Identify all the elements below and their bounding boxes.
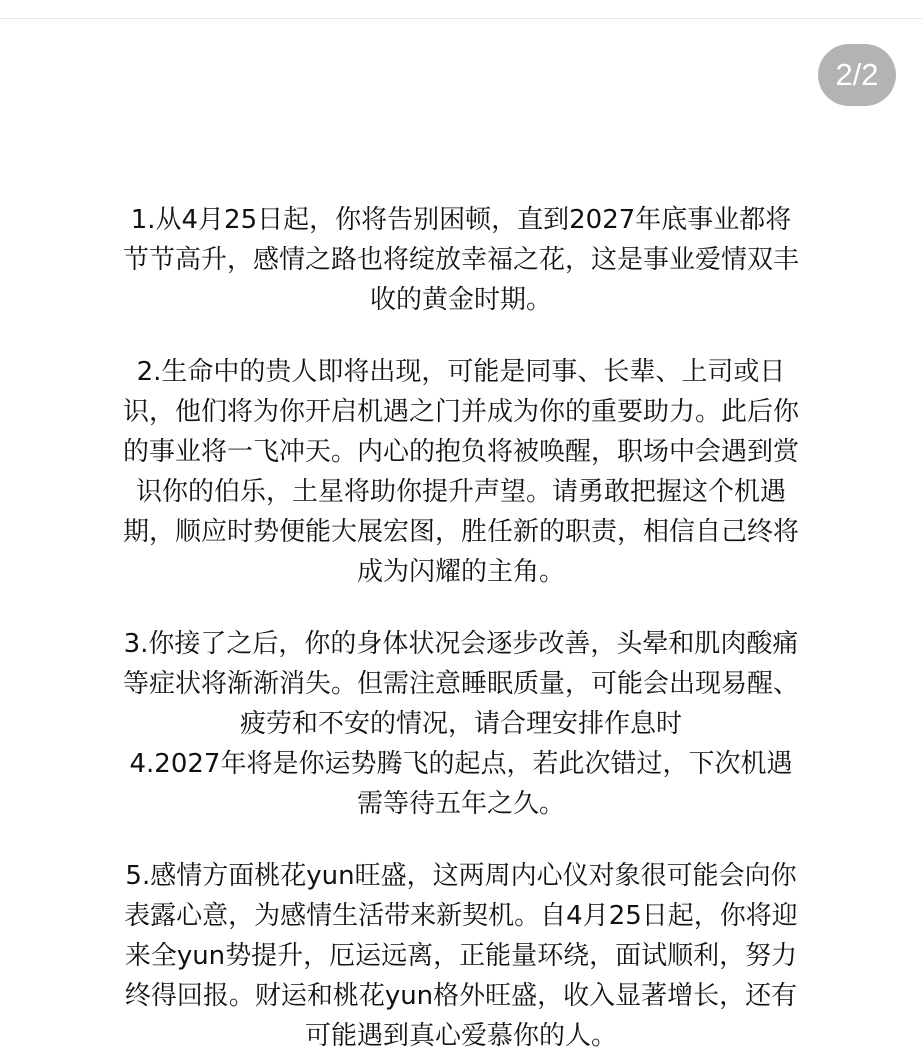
paragraph-spacer [88, 592, 834, 624]
paragraph-spacer [88, 824, 834, 856]
text-line: 1.从4月25日起，你将告别困顿，直到2027年底事业都将 [130, 205, 792, 235]
article-body [88, 200, 834, 1056]
paragraph-2 [88, 352, 834, 592]
text-line: 4.2027年将是你运势腾飞的起点，若此次错过，下次机遇 [129, 749, 793, 779]
text-line: 识，他们将为你开启机遇之门并成为你的重要助力。此后你 [122, 397, 799, 427]
paragraph-spacer [88, 320, 834, 352]
text-line: 表露心意，为感情生活带来新契机。自4月25日起，你将迎 [124, 901, 798, 931]
text-line: 需等待五年之久。 [356, 789, 565, 819]
paragraph-5 [88, 856, 834, 1056]
text-line: 识你的伯乐，土星将助你提升声望。请勇敢把握这个机遇 [135, 477, 786, 507]
text-line: 成为闪耀的主角。 [356, 557, 565, 587]
text-line: 的事业将一飞冲天。内心的抱负将被唤醒，职场中会遇到赏 [122, 437, 799, 467]
text-line: 节节高升，感情之路也将绽放幸福之花，这是事业爱情双丰 [122, 245, 799, 275]
text-line: 3.你接了之后，你的身体状况会逐步改善，头晕和肌肉酸痛 [123, 629, 799, 659]
top-divider [0, 18, 922, 19]
text-line: 疲劳和不安的情况，请合理安排作息时 [239, 709, 682, 739]
paragraph-1 [88, 200, 834, 320]
text-line: 收的黄金时期。 [369, 285, 552, 315]
text-line: 期，顺应时势便能大展宏图，胜任新的职责，相信自己终将 [122, 517, 799, 547]
text-line: 终得回报。财运和桃花yun格外旺盛，收入显著增长，还有 [124, 981, 798, 1011]
paragraph-3 [88, 624, 834, 824]
text-line: 等症状将渐渐消失。但需注意睡眠质量，可能会出现易醒、 [122, 669, 799, 699]
text-line: 5.感情方面桃花yun旺盛，这两周内心仪对象很可能会向你 [125, 861, 797, 891]
text-line: 来全yun势提升，厄运远离，正能量环绕，面试顺利，努力 [124, 941, 798, 971]
page-indicator-badge[interactable]: 2/2 [818, 44, 896, 106]
text-line: 2.生命中的贵人即将出现，可能是同事、长辈、上司或日 [136, 357, 786, 387]
text-line: 可能遇到真心爱慕你的人。 [304, 1021, 617, 1051]
